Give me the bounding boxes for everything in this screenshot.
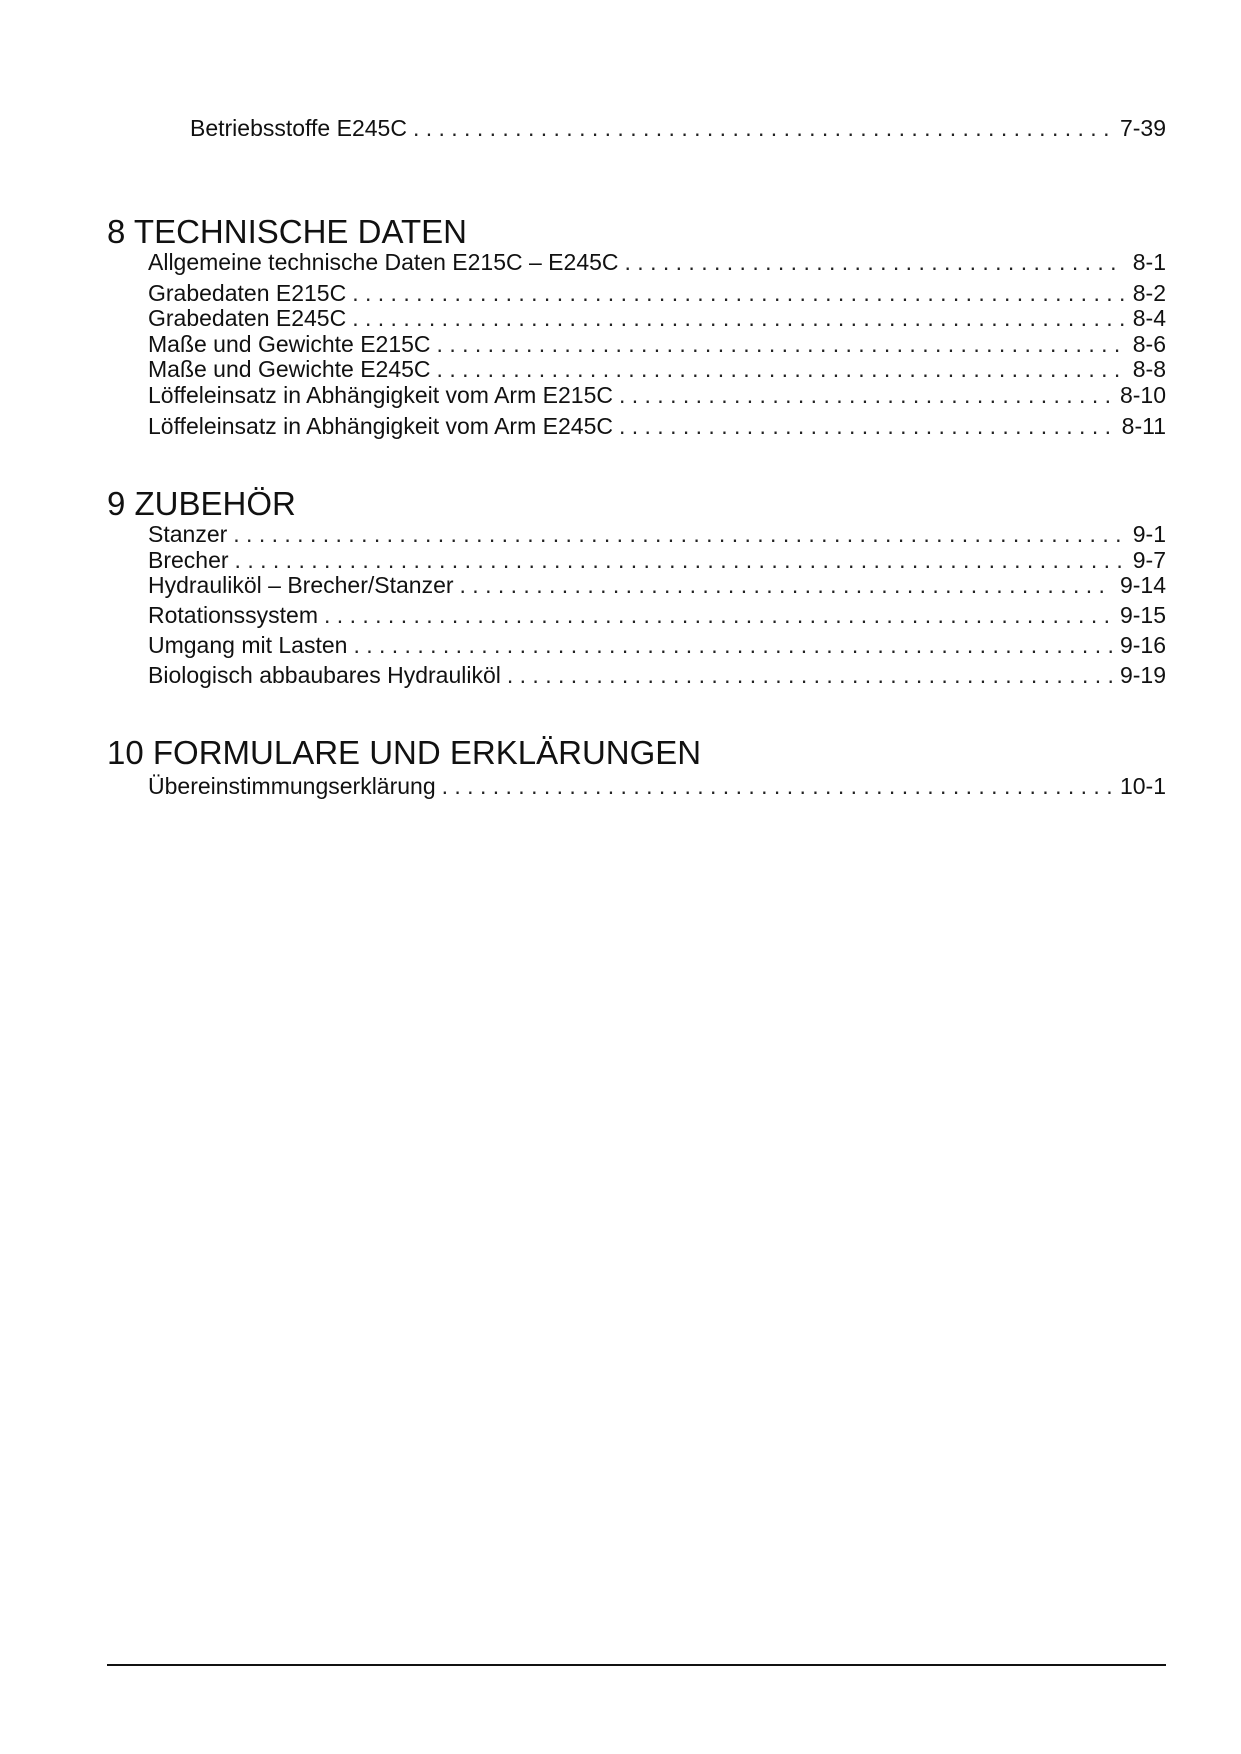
toc-entry-page: 9-16	[1119, 632, 1166, 658]
toc-entry-label: Übereinstimmungserklärung	[148, 773, 436, 799]
toc-entry-page: 8-1	[1132, 249, 1166, 275]
toc-entry[interactable]	[148, 331, 1166, 357]
dot-leader	[619, 413, 1114, 439]
toc-entry-page: 8-2	[1132, 280, 1166, 306]
toc-entry-label: Betriebsstoffe E245C	[190, 115, 407, 141]
toc-entry[interactable]	[148, 413, 1166, 439]
toc-entry-page: 9-15	[1119, 602, 1166, 628]
toc-entry-label: Biologisch abbaubares Hydrauliköl	[148, 662, 501, 688]
toc-entry-label: Grabedaten E245C	[148, 305, 347, 331]
toc-entry-label: Brecher	[148, 547, 229, 573]
toc-entry-page: 8-10	[1119, 382, 1166, 408]
toc-entry[interactable]	[148, 305, 1166, 331]
toc-entry-page: 9-1	[1132, 521, 1166, 547]
toc-entry-label: Hydrauliköl – Brecher/Stanzer	[148, 572, 454, 598]
dot-leader	[413, 115, 1112, 141]
dot-leader	[507, 662, 1112, 688]
chapter-heading[interactable]: 9 ZUBEHÖR	[107, 485, 296, 522]
toc-entry-label: Maße und Gewichte E215C	[148, 331, 431, 357]
dot-leader	[437, 331, 1125, 357]
toc-entry[interactable]	[190, 115, 1166, 141]
toc-entry-page: 8-8	[1132, 356, 1166, 382]
toc-entry-page: 8-6	[1132, 331, 1166, 357]
chapter-heading[interactable]: 8 TECHNISCHE DATEN	[107, 213, 468, 250]
dot-leader	[352, 305, 1125, 331]
dot-leader	[442, 773, 1112, 799]
toc-entry-label: Maße und Gewichte E245C	[148, 356, 431, 382]
toc-entry[interactable]	[148, 521, 1166, 547]
toc-entry-label: Umgang mit Lasten	[148, 632, 348, 658]
toc-entry-label: Löffeleinsatz in Abhängigkeit vom Arm E215C	[148, 382, 613, 408]
toc-entry-label: Grabedaten E215C	[148, 280, 347, 306]
toc-entry[interactable]	[148, 662, 1166, 688]
toc-entry[interactable]	[148, 249, 1166, 275]
toc-entry-page: 9-7	[1132, 547, 1166, 573]
toc-entry[interactable]	[148, 356, 1166, 382]
toc-entry[interactable]	[148, 572, 1166, 598]
toc-entry[interactable]	[148, 547, 1166, 573]
dot-leader	[460, 572, 1112, 598]
toc-entry-label: Löffeleinsatz in Abhängigkeit vom Arm E245C	[148, 413, 613, 439]
toc-entry-page: 7-39	[1119, 115, 1166, 141]
dot-leader	[437, 356, 1125, 382]
toc-entry-page: 8-4	[1132, 305, 1166, 331]
chapter-heading[interactable]: 10 FORMULARE UND ERKLÄRUNGEN	[107, 734, 702, 771]
dot-leader	[353, 632, 1112, 658]
toc-entry[interactable]	[148, 382, 1166, 408]
toc-entry-label: Stanzer	[148, 521, 228, 547]
dot-leader	[625, 249, 1125, 275]
toc-entry-page: 10-1	[1119, 773, 1166, 799]
toc-entry[interactable]	[148, 280, 1166, 306]
toc-entry[interactable]	[148, 632, 1166, 658]
dot-leader	[233, 521, 1124, 547]
toc-entry-page: 9-19	[1119, 662, 1166, 688]
dot-leader	[235, 547, 1125, 573]
toc-entry-label: Allgemeine technische Daten E215C – E245C	[148, 249, 619, 275]
dot-leader	[619, 382, 1112, 408]
footer-rule	[107, 1664, 1166, 1666]
dot-leader	[352, 280, 1125, 306]
toc-entry[interactable]	[148, 602, 1166, 628]
toc-entry-page: 9-14	[1119, 572, 1166, 598]
toc-entry-label: Rotationssystem	[148, 602, 319, 628]
dot-leader	[324, 602, 1112, 628]
toc-entry-page: 8-11	[1121, 413, 1166, 439]
toc-entry[interactable]	[148, 773, 1166, 799]
